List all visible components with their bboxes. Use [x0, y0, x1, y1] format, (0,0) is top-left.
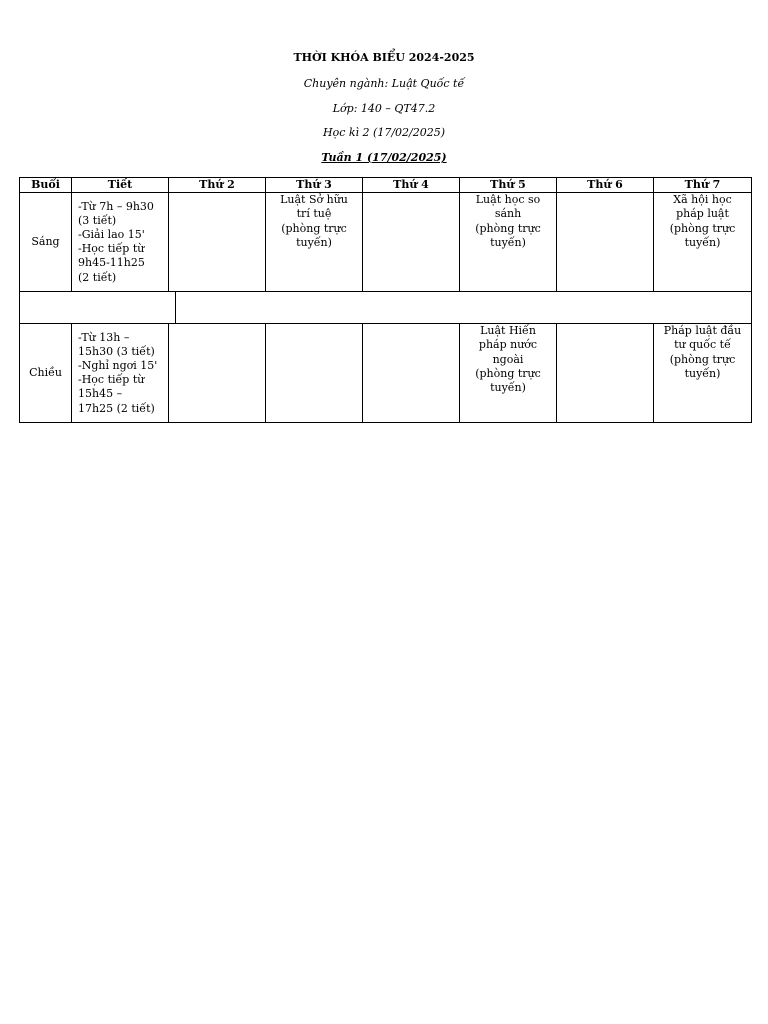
column-header-session: Buổi [20, 178, 72, 193]
document-title: THỜI KHÓA BIỂU 2024-2025 [293, 51, 475, 64]
column-header-friday: Thứ 6 [557, 178, 654, 193]
schedule-cell-morning-friday [557, 193, 654, 292]
schedule-row-afternoon [20, 324, 752, 423]
column-header-monday: Thứ 2 [169, 178, 266, 193]
timetable [19, 177, 752, 423]
periods-cell-morning: -Từ 7h – 9h30 (3 tiết) -Giải lao 15' -Học tiếp từ 9h45-11h25 (2 tiết) [72, 193, 169, 292]
schedule-cell-afternoon-tuesday [266, 324, 363, 423]
semester-label: Học kì 2 (17/02/2025) [322, 126, 446, 139]
schedule-cell-afternoon-friday [557, 324, 654, 423]
periods-cell-afternoon: -Từ 13h – 15h30 (3 tiết) -Nghỉ ngơi 15' -Học tiếp từ 15h45 – 17h25 (2 tiết) [72, 324, 169, 423]
session-label-afternoon: Chiều [20, 324, 72, 423]
schedule-cell-morning-monday [169, 193, 266, 292]
schedule-cell-afternoon-thursday: Luật Hiến pháp nước ngoài (phòng trực tuyến) [460, 324, 557, 423]
class-label: Lớp: 140 – QT47.2 [332, 102, 436, 115]
column-header-tuesday: Thứ 3 [266, 178, 363, 193]
schedule-row-morning [20, 193, 752, 292]
spacer-left-block [20, 292, 176, 323]
schedule-cell-morning-saturday: Xã hội học pháp luật (phòng trực tuyến) [654, 193, 752, 292]
major-label: Chuyên ngành: Luật Quốc tế [303, 77, 465, 90]
schedule-cell-morning-tuesday: Luật Sở hữu trí tuệ (phòng trực tuyến) [266, 193, 363, 292]
spacer-cell [20, 292, 752, 324]
schedule-cell-afternoon-monday [169, 324, 266, 423]
schedule-cell-morning-thursday: Luật học so sánh (phòng trực tuyến) [460, 193, 557, 292]
schedule-cell-afternoon-wednesday [363, 324, 460, 423]
session-label-morning: Sáng [20, 193, 72, 292]
column-header-wednesday: Thứ 4 [363, 178, 460, 193]
column-header-saturday: Thứ 7 [654, 178, 752, 193]
column-header-thursday: Thứ 5 [460, 178, 557, 193]
spacer-row [20, 292, 752, 324]
week-label: Tuần 1 (17/02/2025) [321, 151, 447, 164]
column-header-periods: Tiết [72, 178, 169, 193]
schedule-cell-morning-wednesday [363, 193, 460, 292]
table-header-row [20, 178, 752, 193]
schedule-cell-afternoon-saturday: Pháp luật đầu tư quốc tế (phòng trực tuyến) [654, 324, 752, 423]
